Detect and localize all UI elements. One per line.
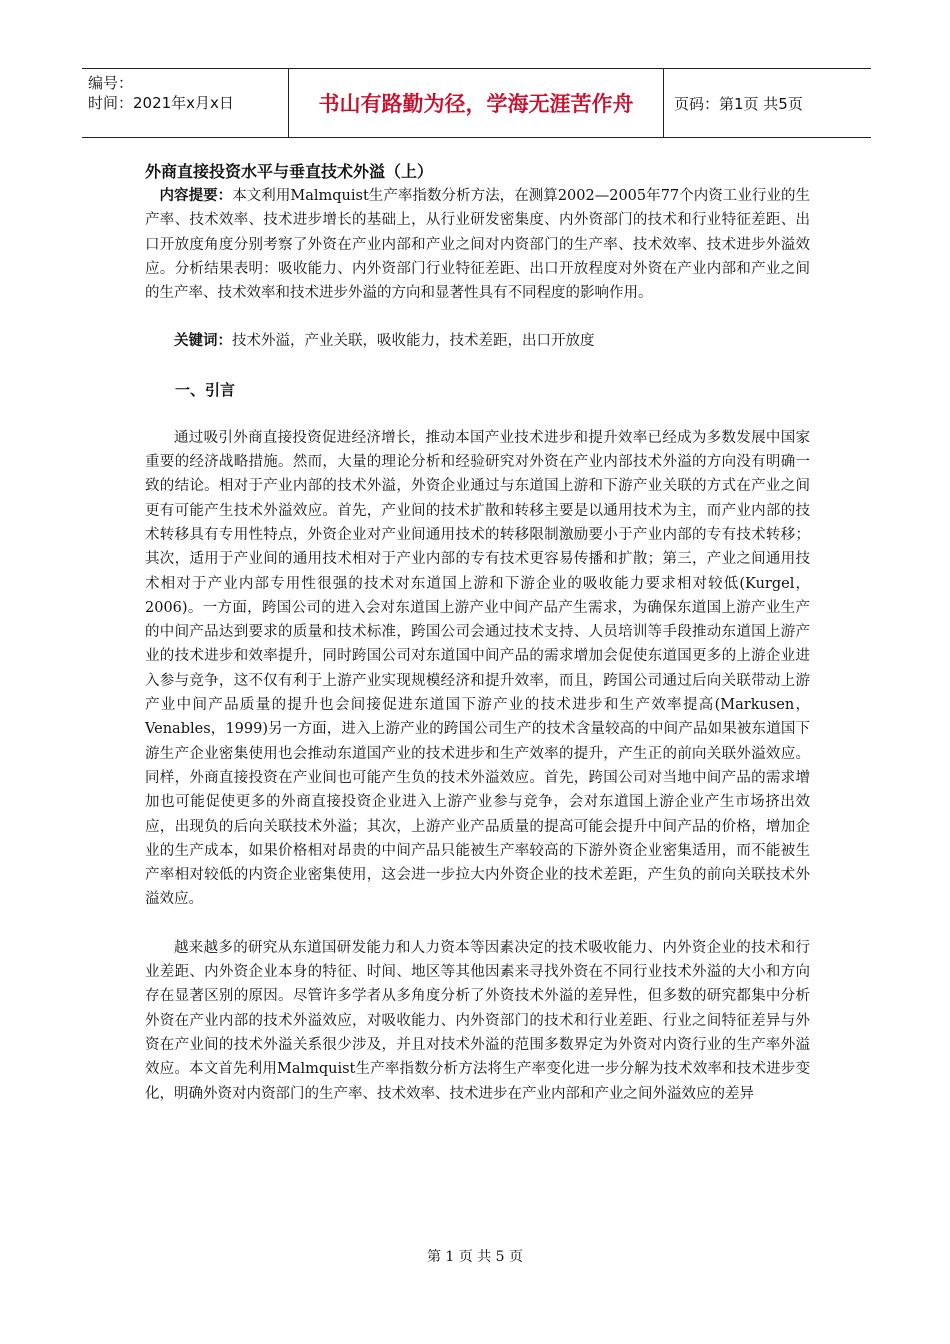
section-heading: 一、引言 bbox=[175, 380, 236, 399]
document-number-label: 编号： bbox=[88, 74, 134, 92]
header-meta bbox=[82, 69, 288, 137]
paragraph-1: 通过吸引外商直接投资促进经济增长，推动本国产业技术进步和提升效率已经成为多数发展中国家重要的经济战略措施。然而，大量的理论分析和经验研究对外资在产业内部技术外溢的方向没有明确一致的结论。相对于产业内部的技术外溢，外资企业通过与东道国上游和下游产业关联的方式在产业之间更有可能产生技术外溢效应。首先，产业间的技术扩散和转移主要是以通用技术为主，而产业内部的技术转移具有专用性特点，外资企业对产业间通用技术的转移限制激励要小于产业内部的专有技术转移；其次，适用于产业间的通用技术相对于产业内部的专有技术更容易传播和扩散；第三，产业之间通用技术相对于产业内部专用性很强的技术对东道国上游和下游企业的吸收能力要求相对较低(Kurgel，2006)。一方面，跨国公司的进入会对东道国上游产业中间产品产生需求，为确保东道国上游产业生产的中间产品达到要求的质量和技术标准，跨国公司会通过技术支持、人员培训等手段推动东道国上游产业的技术进步和效率提升，同时跨国公司对东道国中间产品的需求增加会促使东道国更多的上游企业进入参与竞争，这不仅有利于上游产业实现规模经济和提升效率，而且，跨国公司通过后向关联带动上游产业中间产品质量的提升也会间接促进东道国下游产业的技术进步和生产效率提高(Markusen，Venables，1999)另一方面，进入上游产业的跨国公司生产的技术含量较高的中间产品如果被东道国下游生产企业密集使用也会推动东道国产业的技术进步和生产效率的提升，产生正的前向关联外溢效应。同样，外商直接投资在产业间也可能产生负的技术外溢效应。首先，跨国公司对当地中间产品的需求增加也可能促使更多的外商直接投资企业进入上游产业参与竞争，会对东道国上游企业产生市场挤出效应，出现负的后向关联技术外溢；其次，上游产业产品质量的提高可能会提升中间产品的价格，增加企业的生产成本，如果价格相对昂贵的中间产品只能被生产率较高的下游外资企业密集适用，而不能被生产率相对较低的内资企业密集使用，这会进一步拉大内外资企业的技术差距，产生负的前向关联技术外溢效应。 bbox=[145, 429, 810, 908]
abstract-label: 内容提要： bbox=[159, 188, 233, 204]
keywords-label: 关键词： bbox=[174, 333, 232, 350]
abstract bbox=[145, 184, 810, 305]
page-footer: 第 1 页 共 5 页 bbox=[426, 1249, 524, 1265]
keywords bbox=[145, 329, 810, 353]
article-body bbox=[145, 160, 810, 1106]
header-motto: 书山有路勤为径，学海无涯苦作舟 bbox=[288, 69, 664, 137]
abstract-text: 本文利用Malmquist生产率指数分析方法，在测算2002—2005年77个内资工业行业的生产率、技术效率、技术进步增长的基础上，从行业研发密集度、内外资部门的技术和行业特征差距、出口开放度角度分别考察了外资在产业内部和产业之间对内资部门的生产率、技术效率、技术进步外溢效应。分析结果表明：吸收能力、内外资部门行业特征差距、出口开放程度对外资在产业内部和产业之间的生产率、技术效率和技术进步外溢的方向和显著性具有不同程度的影响作用。 bbox=[145, 188, 811, 302]
document-header bbox=[82, 68, 871, 138]
paragraph-2: 越来越多的研究从东道国研发能力和人力资本等因素决定的技术吸收能力、内外资企业的技术和行业差距、内外资企业本身的特征、时间、地区等其他因素来寻找外资在不同行业技术外溢的大小和方向存在显著区别的原因。尽管许多学者从多角度分析了外资技术外溢的差异性，但多数的研究都集中分析外资在产业内部的技术外溢效应，对吸收能力、内外资部门的技术和行业差距、行业之间特征差异与外资在产业间的技术外溢关系很少涉及，并且对技术外溢的范围多数界定为外资对内资行业的生产率外溢效应。本文首先利用Malmquist生产率指数分析方法将生产率变化进一步分解为技术效率和技术进步变化，明确外资对内资部门的生产率、技术效率、技术进步在产业内部和产业之间外溢效应的差异 bbox=[145, 939, 810, 1102]
article-title: 外商直接投资水平与垂直技术外溢（上） bbox=[145, 162, 434, 181]
document-date: 时间：2021年x月x日 bbox=[88, 94, 234, 112]
keywords-text: 技术外溢，产业关联，吸收能力，技术差距，出口开放度 bbox=[232, 333, 595, 350]
header-page-info: 页码：第1页 共5页 bbox=[674, 94, 803, 113]
